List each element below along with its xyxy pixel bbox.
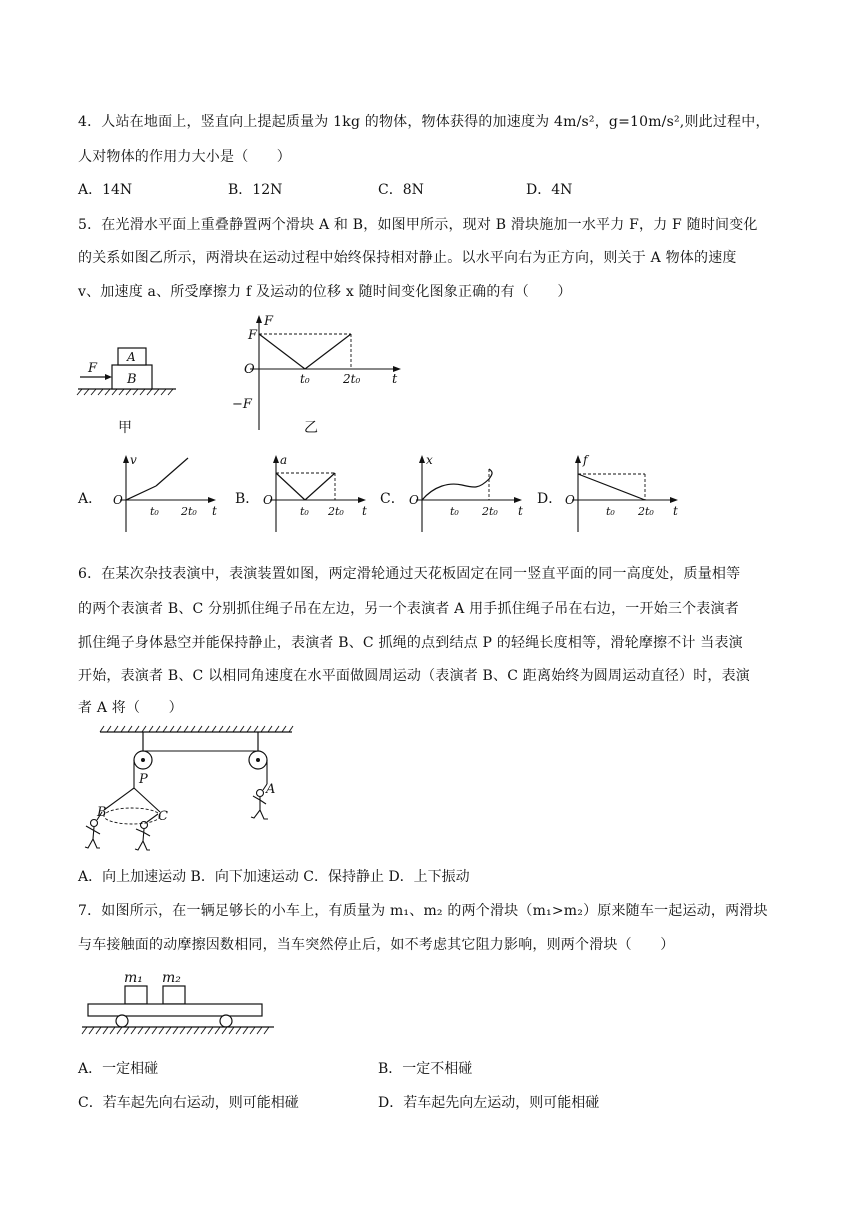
q7-option-d: D．若车起先向左运动，则可能相碰 xyxy=(378,1095,600,1111)
q5-option-a-label: A． xyxy=(78,491,103,507)
figure-yi-force-graph xyxy=(230,312,410,440)
block-m1-label: m₁ xyxy=(124,970,143,986)
figure-yi-caption: 乙 xyxy=(304,420,318,436)
graph-d-origin: O xyxy=(565,493,575,507)
q7-stem-line2: 与车接触面的动摩擦因数相同，当车突然停止后，如不考虑其它阻力影响，则两个滑块（ ） xyxy=(78,937,675,953)
q5-stem-line2: 的关系如图乙所示，两滑块在运动过程中始终保持相对静止。以水平向右为正方向，则关于 A 物体的速度 xyxy=(78,250,737,266)
graph-a-2t0: 2t₀ xyxy=(181,505,197,518)
graph-c-2t0: 2t₀ xyxy=(482,505,498,518)
block-m2 xyxy=(163,986,185,1004)
q4-option-c: C．8N xyxy=(378,182,424,198)
force-label: F xyxy=(88,361,98,376)
graph-a-t0: t₀ xyxy=(150,505,159,518)
graph-b-t0: t₀ xyxy=(300,505,309,518)
cart-wheel-right xyxy=(220,1015,232,1027)
2t0-tick-label: 2t₀ xyxy=(343,372,361,386)
q5-stem-line1: 5．在光滑水平面上重叠静置两个滑块 A 和 B，如图甲所示，现对 B 滑块施加一水平力 F，力 F 随时间变化 xyxy=(78,217,758,233)
y-axis-label: F xyxy=(264,314,274,329)
graph-c-ylabel: x xyxy=(426,453,433,467)
q4-stem-line2: 人对物体的作用力大小是（ ） xyxy=(78,149,291,165)
q6-stem-line4: 开始，表演者 B、C 以相同角速度在水平面做圆周运动（表演者 B、C 距离始终为圆周运动直径）时，表演 xyxy=(78,668,750,684)
graph-a-velocity xyxy=(108,452,220,534)
graph-a-xlabel: t xyxy=(212,504,217,518)
q7-option-a: A．一定相碰 xyxy=(78,1061,159,1077)
q5-stem-line3: v、加速度 a、所受摩擦力 f 及运动的位移 x 随时间变化图象正确的有（ ） xyxy=(78,284,572,300)
t0-tick-label: t₀ xyxy=(300,372,310,386)
graph-d-ylabel: f xyxy=(583,453,588,467)
performer-a-label: A xyxy=(266,782,276,797)
q4-option-b: B．12N xyxy=(228,182,283,198)
q7-option-b: B．一定不相碰 xyxy=(378,1061,473,1077)
q5-option-d-label: D． xyxy=(537,491,563,507)
block-m2-label: m₂ xyxy=(162,970,181,986)
graph-d-xlabel: t xyxy=(673,504,678,518)
graph-b-origin: O xyxy=(263,493,273,507)
performer-b-label: B xyxy=(97,805,107,820)
figure-jia-caption: 甲 xyxy=(118,420,132,436)
q6-options: A．向上加速运动 B．向下加速运动 C．保持静止 D．上下振动 xyxy=(78,869,470,885)
graph-a-ylabel: v xyxy=(130,453,137,467)
q4-option-d: D．4N xyxy=(526,182,573,198)
graph-a-origin: O xyxy=(113,493,123,507)
q5-option-b-label: B． xyxy=(235,491,260,507)
q6-stem-line1: 6．在某次杂技表演中，表演装置如图，两定滑轮通过天花板固定在同一竖直平面的同一高度处，质量相等 xyxy=(78,566,741,582)
q4-option-a: A．14N xyxy=(78,182,133,198)
block-m1 xyxy=(125,986,147,1004)
graph-c-origin: O xyxy=(409,493,419,507)
graph-b-2t0: 2t₀ xyxy=(328,505,344,518)
figure-cart-blocks xyxy=(80,964,280,1042)
graph-b-acceleration xyxy=(258,452,370,534)
q4-stem-line1: 4．人站在地面上，竖直向上提起质量为 1kg 的物体，物体获得的加速度为 4m/s²，g=10m/s²,则此过程中， xyxy=(78,114,770,130)
cart-wheel-left xyxy=(116,1015,128,1027)
graph-c-t0: t₀ xyxy=(450,505,459,518)
q7-stem-line1: 7．如图所示，在一辆足够长的小车上，有质量为 m₁、m₂ 的两个滑块（m₁>m₂）原来随车一起运动，两滑块 xyxy=(78,903,768,919)
block-b-label: B xyxy=(127,372,137,387)
knot-p-label: P xyxy=(139,772,148,787)
graph-c-displacement xyxy=(404,452,529,534)
figure-pulley-acrobats xyxy=(80,726,300,858)
neg-f-tick-label: −F xyxy=(232,397,252,412)
graph-d-t0: t₀ xyxy=(606,505,615,518)
q5-option-c-label: C． xyxy=(380,491,405,507)
f-tick-label: F xyxy=(248,328,258,343)
cart-body xyxy=(88,1004,262,1016)
performer-c xyxy=(135,814,158,850)
q7-option-c: C．若车起先向右运动，则可能相碰 xyxy=(78,1095,299,1111)
block-a-label: A xyxy=(127,350,136,364)
graph-b-xlabel: t xyxy=(362,504,367,518)
graph-c-xlabel: t xyxy=(518,504,523,518)
performer-c-label: C xyxy=(158,809,168,824)
graph-b-ylabel: a xyxy=(280,453,288,467)
origin-label: O xyxy=(244,362,255,377)
q6-stem-line3: 抓住绳子身体悬空并能保持静止，表演者 B、C 抓绳的点到结点 P 的轻绳长度相等，滑轮摩擦不计 当表演 xyxy=(78,635,743,651)
x-axis-label: t xyxy=(392,372,398,387)
figure-jia-blocks xyxy=(76,340,186,440)
graph-d-friction xyxy=(560,452,685,534)
graph-d-2t0: 2t₀ xyxy=(638,505,654,518)
q6-stem-line5: 者 A 将（ ） xyxy=(78,700,183,716)
q6-stem-line2: 的两个表演者 B、C 分别抓住绳子吊在左边，另一个表演者 A 用手抓住绳子吊在右边，一开始三个表演者 xyxy=(78,601,739,617)
